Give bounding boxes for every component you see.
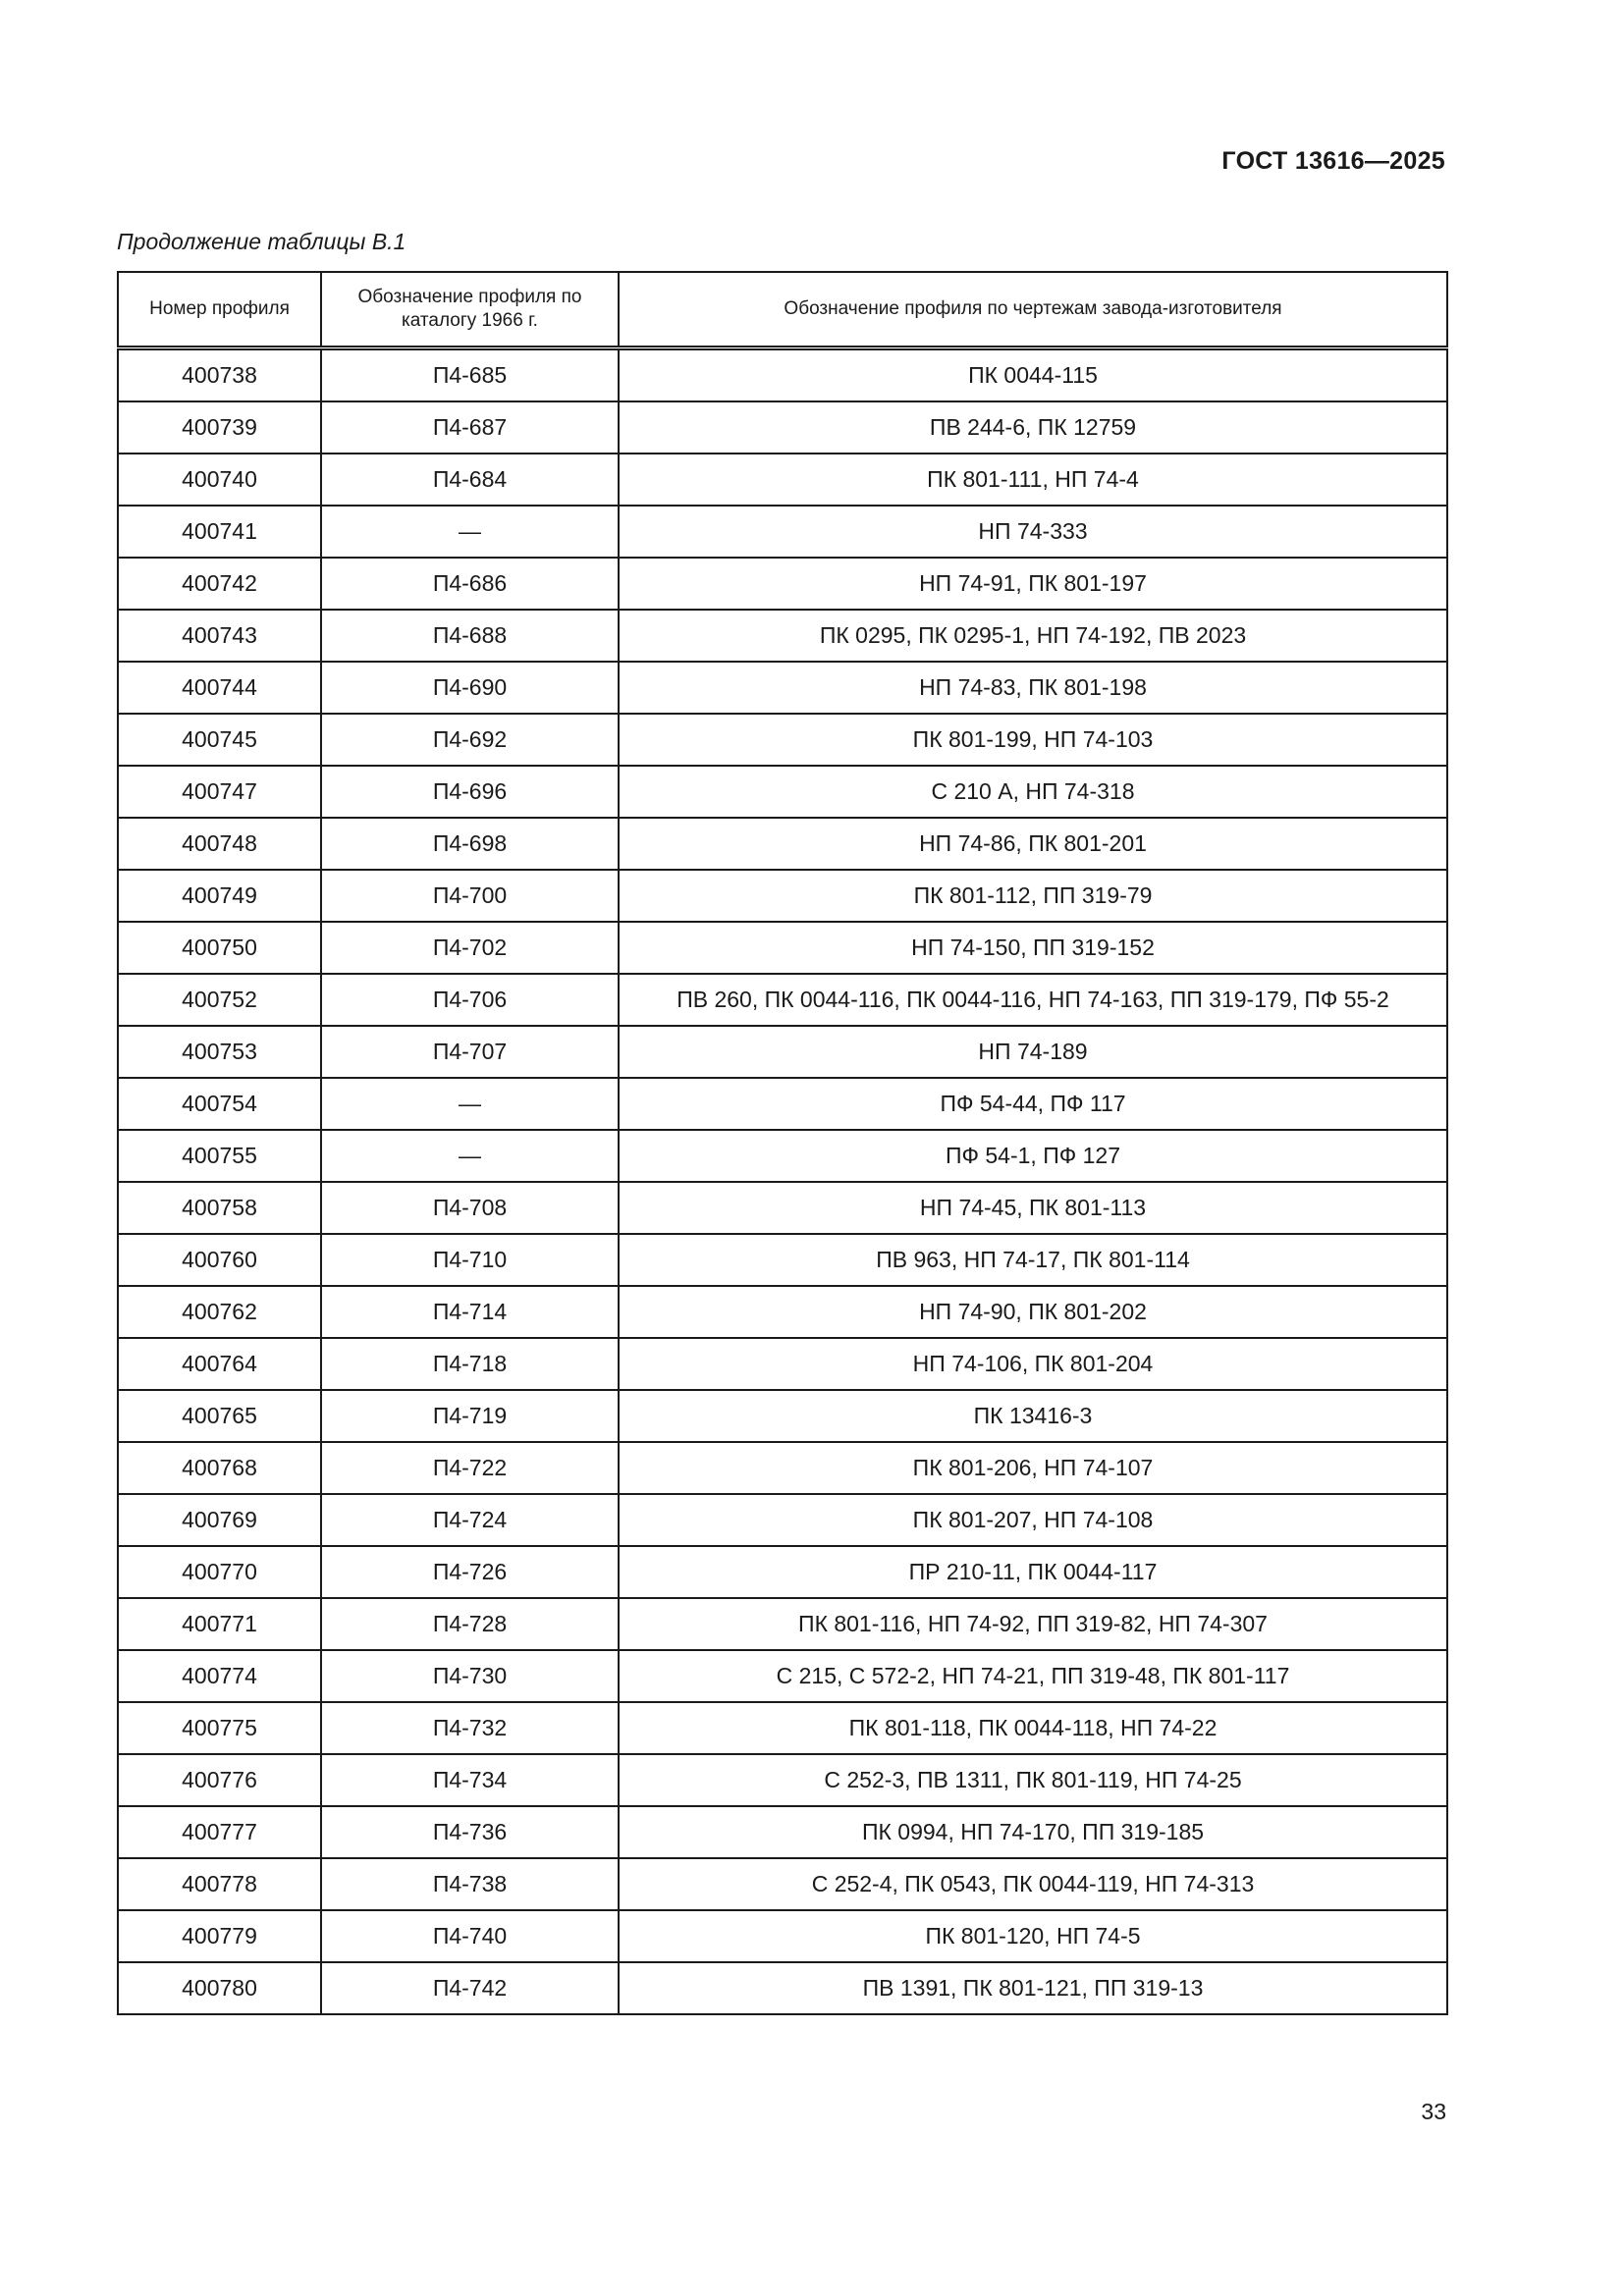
cell-factory-designation: ПВ 1391, ПК 801-121, ПП 319-13	[619, 1962, 1447, 2014]
cell-catalog-designation: П4-728	[321, 1598, 619, 1650]
profiles-table	[117, 271, 1448, 2015]
cell-profile-number: 400749	[118, 870, 321, 922]
cell-factory-designation: С 215, С 572-2, НП 74-21, ПП 319-48, ПК 801-117	[619, 1650, 1447, 1702]
cell-catalog-designation: —	[321, 506, 619, 558]
table-row	[118, 1910, 1447, 1962]
cell-catalog-designation: П4-688	[321, 610, 619, 662]
cell-profile-number: 400738	[118, 348, 321, 402]
cell-factory-designation: ПК 801-207, НП 74-108	[619, 1494, 1447, 1546]
cell-profile-number: 400750	[118, 922, 321, 974]
table-row	[118, 506, 1447, 558]
table-row	[118, 662, 1447, 714]
table-row	[118, 1026, 1447, 1078]
cell-factory-designation: НП 74-150, ПП 319-152	[619, 922, 1447, 974]
page-number: 33	[1421, 2099, 1446, 2124]
cell-profile-number: 400771	[118, 1598, 321, 1650]
cell-catalog-designation: П4-700	[321, 870, 619, 922]
cell-profile-number: 400762	[118, 1286, 321, 1338]
cell-profile-number: 400770	[118, 1546, 321, 1598]
cell-profile-number: 400768	[118, 1442, 321, 1494]
cell-catalog-designation: П4-684	[321, 454, 619, 506]
table-row	[118, 558, 1447, 610]
table-body	[118, 348, 1447, 2015]
table-row	[118, 1182, 1447, 1234]
table-row	[118, 1494, 1447, 1546]
cell-catalog-designation: П4-722	[321, 1442, 619, 1494]
cell-catalog-designation: П4-714	[321, 1286, 619, 1338]
table-row	[118, 1702, 1447, 1754]
cell-catalog-designation: П4-740	[321, 1910, 619, 1962]
table-row	[118, 870, 1447, 922]
cell-factory-designation: ПВ 963, НП 74-17, ПК 801-114	[619, 1234, 1447, 1286]
cell-profile-number: 400778	[118, 1858, 321, 1910]
table-row	[118, 1546, 1447, 1598]
cell-factory-designation: ПК 13416-3	[619, 1390, 1447, 1442]
cell-factory-designation: ПК 801-206, НП 74-107	[619, 1442, 1447, 1494]
cell-factory-designation: НП 74-91, ПК 801-197	[619, 558, 1447, 610]
table-row	[118, 401, 1447, 454]
cell-profile-number: 400745	[118, 714, 321, 766]
cell-catalog-designation: П4-726	[321, 1546, 619, 1598]
cell-catalog-designation: П4-718	[321, 1338, 619, 1390]
cell-catalog-designation: П4-690	[321, 662, 619, 714]
cell-profile-number: 400758	[118, 1182, 321, 1234]
cell-catalog-designation: П4-702	[321, 922, 619, 974]
cell-factory-designation: НП 74-189	[619, 1026, 1447, 1078]
cell-factory-designation: ПК 801-112, ПП 319-79	[619, 870, 1447, 922]
cell-profile-number: 400748	[118, 818, 321, 870]
cell-profile-number: 400774	[118, 1650, 321, 1702]
cell-catalog-designation: П4-707	[321, 1026, 619, 1078]
table-row	[118, 1442, 1447, 1494]
cell-factory-designation: НП 74-333	[619, 506, 1447, 558]
cell-profile-number: 400741	[118, 506, 321, 558]
table-row	[118, 1390, 1447, 1442]
cell-catalog-designation: П4-698	[321, 818, 619, 870]
cell-profile-number: 400747	[118, 766, 321, 818]
cell-profile-number: 400769	[118, 1494, 321, 1546]
cell-profile-number: 400776	[118, 1754, 321, 1806]
cell-catalog-designation: П4-724	[321, 1494, 619, 1546]
cell-catalog-designation: —	[321, 1078, 619, 1130]
cell-catalog-designation: П4-685	[321, 348, 619, 402]
cell-factory-designation: ПВ 244-6, ПК 12759	[619, 401, 1447, 454]
cell-profile-number: 400744	[118, 662, 321, 714]
table-row	[118, 348, 1447, 402]
column-header-profile-number: Номер профиля	[118, 272, 321, 348]
cell-factory-designation: НП 74-86, ПК 801-201	[619, 818, 1447, 870]
cell-catalog-designation: П4-738	[321, 1858, 619, 1910]
table-row	[118, 1078, 1447, 1130]
cell-catalog-designation: П4-742	[321, 1962, 619, 2014]
cell-profile-number: 400760	[118, 1234, 321, 1286]
cell-catalog-designation: П4-734	[321, 1754, 619, 1806]
cell-factory-designation: ПВ 260, ПК 0044-116, ПК 0044-116, НП 74-163, ПП 319-179, ПФ 55-2	[619, 974, 1447, 1026]
cell-catalog-designation: П4-686	[321, 558, 619, 610]
cell-profile-number: 400780	[118, 1962, 321, 2014]
cell-factory-designation: НП 74-90, ПК 801-202	[619, 1286, 1447, 1338]
table-continuation-caption: Продолжение таблицы В.1	[117, 229, 406, 254]
cell-factory-designation: ПФ 54-44, ПФ 117	[619, 1078, 1447, 1130]
cell-factory-designation: НП 74-106, ПК 801-204	[619, 1338, 1447, 1390]
table-row	[118, 974, 1447, 1026]
cell-factory-designation: ПК 0295, ПК 0295-1, НП 74-192, ПВ 2023	[619, 610, 1447, 662]
table-row	[118, 454, 1447, 506]
cell-profile-number: 400752	[118, 974, 321, 1026]
table-row	[118, 1598, 1447, 1650]
cell-catalog-designation: П4-687	[321, 401, 619, 454]
cell-factory-designation: НП 74-83, ПК 801-198	[619, 662, 1447, 714]
cell-factory-designation: ПК 801-118, ПК 0044-118, НП 74-22	[619, 1702, 1447, 1754]
cell-factory-designation: ПР 210-11, ПК 0044-117	[619, 1546, 1447, 1598]
document-code: ГОСТ 13616—2025	[1221, 147, 1445, 175]
cell-profile-number: 400765	[118, 1390, 321, 1442]
cell-profile-number: 400754	[118, 1078, 321, 1130]
cell-profile-number: 400779	[118, 1910, 321, 1962]
cell-catalog-designation: П4-708	[321, 1182, 619, 1234]
cell-catalog-designation: П4-736	[321, 1806, 619, 1858]
table-row	[118, 1754, 1447, 1806]
table-row	[118, 1806, 1447, 1858]
table-row	[118, 1962, 1447, 2014]
table-header-row	[118, 272, 1447, 348]
table-row	[118, 1286, 1447, 1338]
cell-factory-designation: С 210 А, НП 74-318	[619, 766, 1447, 818]
table-row	[118, 1650, 1447, 1702]
cell-profile-number: 400742	[118, 558, 321, 610]
cell-factory-designation: ПК 801-111, НП 74-4	[619, 454, 1447, 506]
cell-catalog-designation: П4-710	[321, 1234, 619, 1286]
cell-factory-designation: ПК 801-199, НП 74-103	[619, 714, 1447, 766]
table-row	[118, 766, 1447, 818]
cell-catalog-designation: П4-719	[321, 1390, 619, 1442]
cell-catalog-designation: —	[321, 1130, 619, 1182]
cell-factory-designation: НП 74-45, ПК 801-113	[619, 1182, 1447, 1234]
cell-factory-designation: ПК 0044-115	[619, 348, 1447, 402]
table-row	[118, 1858, 1447, 1910]
cell-factory-designation: ПФ 54-1, ПФ 127	[619, 1130, 1447, 1182]
cell-factory-designation: С 252-4, ПК 0543, ПК 0044-119, НП 74-313	[619, 1858, 1447, 1910]
cell-catalog-designation: П4-696	[321, 766, 619, 818]
cell-profile-number: 400764	[118, 1338, 321, 1390]
table-row	[118, 1130, 1447, 1182]
cell-factory-designation: С 252-3, ПВ 1311, ПК 801-119, НП 74-25	[619, 1754, 1447, 1806]
column-header-catalog-designation: Обозначение профиля по каталогу 1966 г.	[321, 272, 619, 348]
cell-catalog-designation: П4-692	[321, 714, 619, 766]
table-row	[118, 610, 1447, 662]
table-row	[118, 818, 1447, 870]
cell-catalog-designation: П4-730	[321, 1650, 619, 1702]
table-row	[118, 714, 1447, 766]
cell-profile-number: 400755	[118, 1130, 321, 1182]
cell-profile-number: 400775	[118, 1702, 321, 1754]
cell-profile-number: 400739	[118, 401, 321, 454]
cell-factory-designation: ПК 801-120, НП 74-5	[619, 1910, 1447, 1962]
cell-factory-designation: ПК 801-116, НП 74-92, ПП 319-82, НП 74-307	[619, 1598, 1447, 1650]
cell-factory-designation: ПК 0994, НП 74-170, ПП 319-185	[619, 1806, 1447, 1858]
cell-profile-number: 400753	[118, 1026, 321, 1078]
cell-profile-number: 400743	[118, 610, 321, 662]
cell-profile-number: 400740	[118, 454, 321, 506]
table-row	[118, 1234, 1447, 1286]
cell-profile-number: 400777	[118, 1806, 321, 1858]
cell-catalog-designation: П4-732	[321, 1702, 619, 1754]
cell-catalog-designation: П4-706	[321, 974, 619, 1026]
table-row	[118, 1338, 1447, 1390]
column-header-factory-designation: Обозначение профиля по чертежам завода-изготовителя	[619, 272, 1447, 348]
table-row	[118, 922, 1447, 974]
